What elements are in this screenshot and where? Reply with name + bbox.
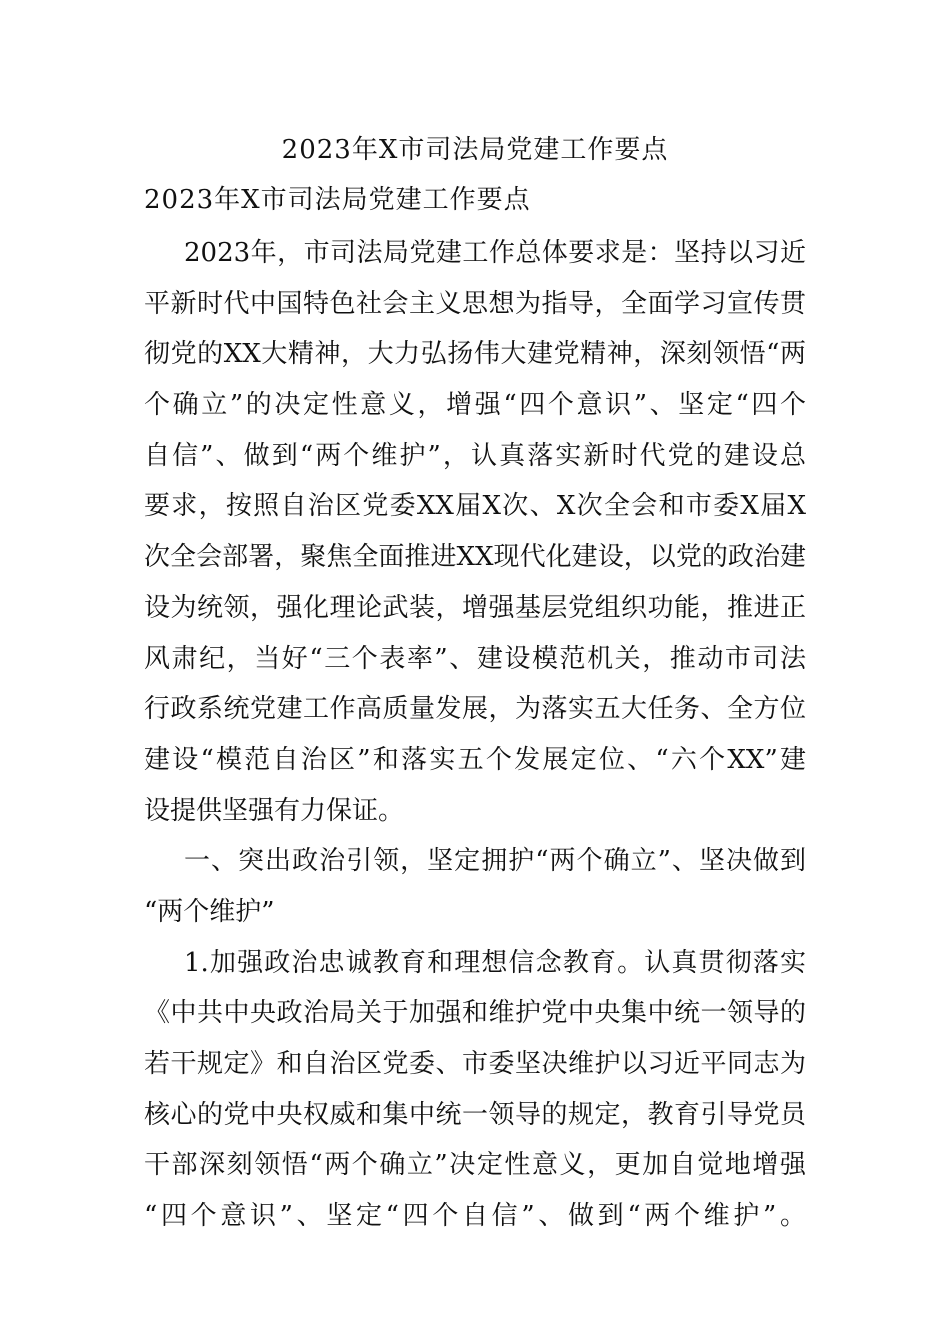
section-heading-line: “两个维护” — [144, 896, 275, 927]
paragraph-line: 核心的党中央权威和集中统一领导的规定，教育引导党员 — [144, 1099, 806, 1130]
paragraph-line: 风肃纪，当好“三个表率”、建设模范机关，推动市司法 — [144, 643, 806, 674]
paragraph-line: 彻党的XX大精神，大力弘扬伟大建党精神，深刻领悟“两 — [144, 339, 806, 370]
paragraph-line: 个确立”的决定性意义，增强“四个意识”、坚定“四个 — [144, 390, 806, 421]
paragraph-line: 建设“模范自治区”和落实五个发展定位、“六个XX”建 — [144, 744, 806, 775]
document-body — [144, 228, 806, 1242]
paragraph-line: 1.加强政治忠诚教育和理想信念教育。认真贯彻落实 — [184, 947, 806, 978]
paragraph-line: 次全会部署，聚焦全面推进XX现代化建设，以党的政治建 — [144, 542, 806, 573]
paragraph-line: 若干规定》和自治区党委、市委坚决维护以习近平同志为 — [144, 1049, 806, 1079]
paragraph-line: 行政系统党建工作高质量发展，为落实五大任务、全方位 — [144, 694, 806, 725]
paragraph-line: 设为统领，强化理论武装，增强基层党组织功能，推进正 — [144, 592, 806, 623]
paragraph-line: 2023年，市司法局党建工作总体要求是：坚持以习近 — [184, 238, 806, 268]
section-heading-line: 一、突出政治引领，坚定拥护“两个确立”、坚决做到 — [184, 846, 806, 877]
document-subtitle: 2023年X市司法局党建工作要点 — [144, 185, 531, 215]
paragraph-line: “四个意识”、坚定“四个自信”、做到“两个维护”。 — [144, 1201, 806, 1232]
document-title: 2023年X市司法局党建工作要点 — [281, 135, 669, 165]
paragraph-line: 要求，按照自治区党委XX届X次、X次全会和市委X届X — [144, 491, 806, 522]
paragraph-line: 自信”、做到“两个维护”，认真落实新时代党的建设总 — [144, 440, 806, 471]
paragraph-line: 干部深刻领悟“两个确立”决定性意义，更加自觉地增强 — [144, 1150, 806, 1181]
paragraph-line: 设提供坚强有力保证。 — [144, 795, 405, 826]
paragraph-line: 平新时代中国特色社会主义思想为指导，全面学习宣传贯 — [144, 288, 806, 319]
paragraph-line: 《中共中央政治局关于加强和维护党中央集中统一领导的 — [144, 998, 806, 1029]
